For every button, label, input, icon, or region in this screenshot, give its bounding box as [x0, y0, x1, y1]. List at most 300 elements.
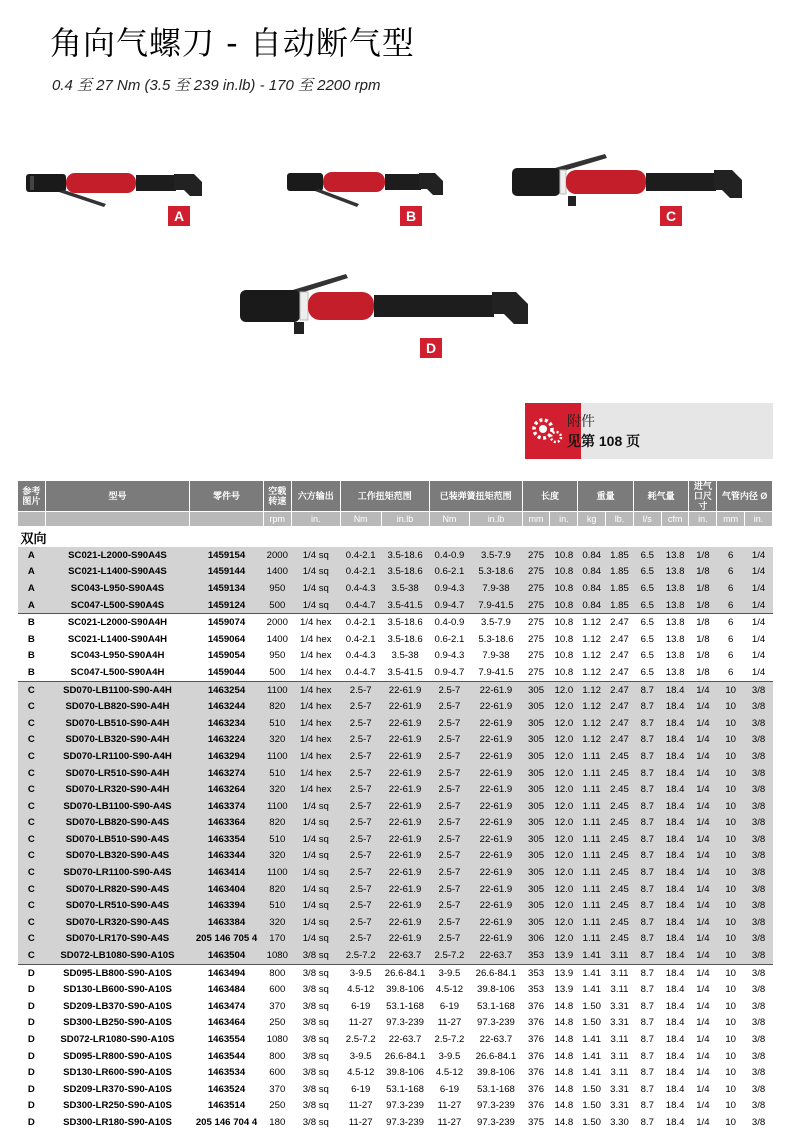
value-cell: 13.8 — [661, 614, 689, 631]
value-cell: 22-61.9 — [381, 931, 429, 948]
value-cell: 22-61.9 — [470, 715, 522, 732]
value-cell: 22-61.9 — [381, 748, 429, 765]
value-cell: 1.11 — [578, 864, 606, 881]
value-cell: 8.7 — [633, 715, 661, 732]
value-cell: 2.47 — [606, 732, 634, 749]
value-cell: 10 — [717, 931, 745, 948]
value-cell: 1/4 — [696, 1017, 710, 1029]
value-cell: 1/4 hex — [291, 681, 340, 698]
value-cell: 2.5-7 — [429, 831, 470, 848]
value-cell: 22-61.9 — [470, 864, 522, 881]
tool-a-badge: A — [168, 206, 190, 226]
part-number-cell: 1463264 — [190, 781, 264, 798]
unit-cell: cfm — [661, 512, 689, 527]
value-cell: 22-61.9 — [381, 831, 429, 848]
table-row — [18, 998, 773, 1015]
value-cell: 22-61.9 — [381, 781, 429, 798]
value-cell: 39.8-106 — [386, 984, 424, 996]
value-cell: 8.7 — [633, 815, 661, 832]
model-cell: SD070-LR510-S90-A4H — [45, 765, 189, 782]
value-cell: 305 — [522, 881, 550, 898]
ref-cell: D — [27, 1116, 35, 1128]
value-cell: 6 — [728, 666, 734, 678]
value-cell: 22-61.9 — [381, 914, 429, 931]
part-number-cell: 1459044 — [207, 666, 246, 678]
value-cell: 500 — [263, 597, 291, 614]
model-cell: SD070-LB1100-S90-A4H — [45, 681, 189, 698]
part-number-cell: 1463534 — [207, 1067, 246, 1079]
value-cell: 1.50 — [582, 1017, 601, 1029]
value-cell: 53.1-168 — [386, 1083, 424, 1095]
value-cell: 275 — [522, 614, 550, 631]
value-cell: 1.12 — [578, 614, 606, 631]
col-inlet: 进气口尺寸 — [689, 481, 717, 512]
value-cell: 97.3-239 — [477, 1017, 515, 1029]
value-cell: 26.6-84.1 — [470, 964, 522, 981]
value-cell: 6.5 — [640, 633, 654, 645]
value-cell: 3/8 — [751, 1100, 766, 1112]
unit-cell: Nm — [340, 512, 381, 527]
value-cell: 376 — [528, 1034, 545, 1046]
value-cell: 1/4 sq — [291, 931, 340, 948]
value-cell: 2000 — [263, 547, 291, 564]
ref-cell: C — [18, 798, 46, 815]
value-cell: 305 — [522, 765, 550, 782]
value-cell: 18.4 — [661, 715, 689, 732]
value-cell: 0.4-0.9 — [429, 547, 470, 564]
value-cell: 8.7 — [633, 732, 661, 749]
table-row — [18, 681, 773, 698]
col-model: 型号 — [45, 481, 189, 512]
value-cell: 10 — [717, 947, 745, 964]
value-cell: 12.0 — [550, 715, 578, 732]
value-cell: 10 — [717, 831, 745, 848]
value-cell: 53.1-168 — [477, 1000, 515, 1012]
value-cell: 1080 — [263, 947, 291, 964]
value-cell: 3.11 — [610, 1050, 629, 1062]
value-cell: 10.8 — [550, 547, 578, 564]
value-cell: 1.41 — [582, 1067, 601, 1079]
value-cell: 320 — [263, 914, 291, 931]
value-cell: 13.8 — [665, 666, 685, 678]
value-cell: 22-61.9 — [470, 914, 522, 931]
value-cell: 3/8 sq — [302, 1000, 329, 1012]
ref-cell: D — [27, 1000, 35, 1012]
value-cell: 2.5-7 — [340, 831, 381, 848]
units-row — [18, 512, 773, 527]
value-cell: 7.9-41.5 — [478, 666, 514, 678]
value-cell: 0.4-2.1 — [340, 564, 381, 581]
ref-cell: B — [27, 650, 35, 662]
unit-cell: rpm — [263, 512, 291, 527]
model-cell: SD300-LB250-S90-A10S — [63, 1017, 172, 1029]
value-cell: 22-61.9 — [470, 748, 522, 765]
col-speed: 空载转速 — [263, 481, 291, 512]
value-cell: 22-61.9 — [381, 715, 429, 732]
value-cell: 13.8 — [661, 580, 689, 597]
value-cell: 1/4 — [689, 897, 717, 914]
table-row — [18, 715, 773, 732]
value-cell: 1.41 — [578, 947, 606, 964]
unit-cell: kg — [578, 512, 606, 527]
value-cell: 1.11 — [578, 798, 606, 815]
value-cell: 22-61.9 — [470, 781, 522, 798]
value-cell: 12.0 — [550, 897, 578, 914]
value-cell: 0.4-2.1 — [340, 614, 381, 631]
value-cell: 2.47 — [610, 633, 629, 645]
ref-cell: C — [18, 815, 46, 832]
value-cell: 1/4 sq — [291, 580, 340, 597]
value-cell: 39.8-106 — [477, 1067, 515, 1079]
value-cell: 1/4 sq — [291, 798, 340, 815]
value-cell: 1/4 hex — [291, 715, 340, 732]
value-cell: 275 — [522, 547, 550, 564]
value-cell: 18.4 — [661, 781, 689, 798]
col-hose: 气管内径 Ø — [717, 481, 773, 512]
value-cell: 10 — [717, 964, 745, 981]
part-number-cell: 1463474 — [207, 1000, 246, 1012]
value-cell: 305 — [522, 681, 550, 698]
table-row — [18, 631, 773, 648]
value-cell: 2.45 — [606, 881, 634, 898]
spec-table-body — [18, 527, 773, 1131]
value-cell: 1100 — [263, 681, 291, 698]
value-cell: 375 — [528, 1116, 545, 1128]
value-cell: 1/4 sq — [291, 815, 340, 832]
value-cell: 2.5-7 — [429, 897, 470, 914]
value-cell: 6 — [728, 650, 734, 662]
value-cell: 3-9.5 — [340, 964, 381, 981]
value-cell: 2.5-7 — [429, 765, 470, 782]
value-cell: 600 — [269, 984, 286, 996]
value-cell: 53.1-168 — [386, 1000, 424, 1012]
value-cell: 1/4 — [689, 715, 717, 732]
ref-cell: C — [18, 732, 46, 749]
value-cell: 10 — [725, 984, 737, 996]
value-cell: 1080 — [266, 1034, 288, 1046]
value-cell: 2.45 — [606, 815, 634, 832]
value-cell: 1.11 — [578, 881, 606, 898]
value-cell: 22-61.9 — [381, 881, 429, 898]
value-cell: 10 — [717, 897, 745, 914]
table-row — [18, 831, 773, 848]
table-row — [18, 648, 773, 665]
value-cell: 2.47 — [610, 650, 629, 662]
value-cell: 510 — [263, 831, 291, 848]
unit-cell — [45, 512, 189, 527]
value-cell: 1.11 — [578, 765, 606, 782]
value-cell: 1/4 — [689, 748, 717, 765]
value-cell: 1/8 — [689, 564, 717, 581]
value-cell: 11-27 — [348, 1116, 373, 1128]
value-cell: 1/4 — [689, 914, 717, 931]
value-cell: 11-27 — [437, 1100, 462, 1112]
model-cell: SC021-L2000-S90A4H — [45, 614, 189, 631]
value-cell: 26.6-84.1 — [384, 1050, 426, 1062]
spec-table — [17, 480, 773, 1131]
model-cell: SD070-LB510-S90-A4H — [45, 715, 189, 732]
value-cell: 3.5-41.5 — [381, 597, 429, 614]
value-cell: 12.0 — [550, 798, 578, 815]
value-cell: 510 — [263, 765, 291, 782]
value-cell: 1.11 — [578, 848, 606, 865]
table-row — [18, 781, 773, 798]
value-cell: 2.5-7 — [429, 914, 470, 931]
part-number-cell: 1463514 — [207, 1100, 246, 1112]
value-cell: 14.8 — [554, 1000, 574, 1012]
part-number-cell: 1463394 — [190, 897, 264, 914]
value-cell: 1/8 — [696, 650, 710, 662]
value-cell: 22-61.9 — [470, 848, 522, 865]
model-cell: SD130-LR600-S90-A10S — [63, 1067, 172, 1079]
value-cell: 13.8 — [661, 547, 689, 564]
value-cell: 3.5-38 — [391, 650, 419, 662]
table-row — [18, 664, 773, 681]
value-cell: 1/4 — [689, 681, 717, 698]
value-cell: 6 — [717, 564, 745, 581]
table-row — [18, 580, 773, 597]
part-number-cell: 1459054 — [207, 650, 246, 662]
value-cell: 2.5-7 — [429, 881, 470, 898]
value-cell: 1100 — [263, 798, 291, 815]
col-air: 耗气量 — [633, 481, 689, 512]
part-number-cell: 1463354 — [190, 831, 264, 848]
value-cell: 3.31 — [610, 1017, 629, 1029]
value-cell: 10 — [717, 914, 745, 931]
value-cell: 39.8-106 — [386, 1067, 424, 1079]
value-cell: 1.41 — [582, 984, 601, 996]
value-cell: 2.5-7 — [429, 848, 470, 865]
part-number-cell: 1463274 — [190, 765, 264, 782]
value-cell: 305 — [522, 748, 550, 765]
value-cell: 3/8 — [751, 1034, 766, 1046]
value-cell: 2.5-7 — [340, 897, 381, 914]
value-cell: 4.5-12 — [435, 1067, 464, 1079]
value-cell: 3.5-7.9 — [470, 614, 522, 631]
value-cell: 8.7 — [633, 881, 661, 898]
value-cell: 1/4 — [751, 666, 766, 678]
value-cell: 7.9-38 — [470, 580, 522, 597]
tool-b-badge: B — [400, 206, 422, 226]
value-cell: 0.4-4.7 — [340, 597, 381, 614]
value-cell: 1/8 — [689, 580, 717, 597]
value-cell: 2.5-7.2 — [429, 947, 470, 964]
table-row — [18, 1114, 773, 1131]
table-row — [18, 815, 773, 832]
value-cell: 305 — [522, 914, 550, 931]
value-cell: 2.5-7 — [340, 931, 381, 948]
value-cell: 1/8 — [696, 666, 710, 678]
value-cell: 18.4 — [665, 1000, 685, 1012]
value-cell: 6.5 — [633, 547, 661, 564]
value-cell: 353 — [522, 947, 550, 964]
model-cell: SD072-LB1080-S90-A10S — [45, 947, 189, 964]
value-cell: 6-19 — [351, 1083, 371, 1095]
value-cell: 8.7 — [633, 798, 661, 815]
value-cell: 22-61.9 — [381, 897, 429, 914]
model-cell: SC043-L950-S90A4H — [70, 650, 165, 662]
unit-cell: l/s — [633, 512, 661, 527]
value-cell: 275 — [528, 666, 545, 678]
value-cell: 3/8 sq — [291, 947, 340, 964]
model-cell: SD209-LR370-S90-A10S — [63, 1083, 172, 1095]
value-cell: 1/4 sq — [291, 597, 340, 614]
value-cell: 18.4 — [661, 897, 689, 914]
value-cell: 3/8 — [751, 1083, 766, 1095]
value-cell: 3/8 — [745, 881, 773, 898]
value-cell: 820 — [263, 815, 291, 832]
value-cell: 2.5-7 — [340, 748, 381, 765]
value-cell: 3.31 — [610, 1100, 629, 1112]
value-cell: 1/4 hex — [291, 732, 340, 749]
value-cell: 10 — [725, 1067, 737, 1079]
value-cell: 18.4 — [661, 964, 689, 981]
tool-d-badge: D — [420, 338, 442, 358]
value-cell: 12.0 — [550, 698, 578, 715]
value-cell: 0.6-2.1 — [429, 564, 470, 581]
value-cell: 10 — [717, 864, 745, 881]
col-part: 零件号 — [190, 481, 264, 512]
ref-cell: D — [18, 964, 46, 981]
value-cell: 8.7 — [633, 765, 661, 782]
model-cell: SC021-L1400-S90A4S — [45, 564, 189, 581]
value-cell: 1/4 hex — [300, 666, 332, 678]
value-cell: 18.4 — [661, 698, 689, 715]
value-cell: 1.12 — [578, 698, 606, 715]
value-cell: 353 — [528, 984, 545, 996]
ref-cell: C — [18, 698, 46, 715]
value-cell: 8.7 — [633, 864, 661, 881]
value-cell: 2.5-7.2 — [434, 1034, 465, 1046]
value-cell: 18.4 — [661, 914, 689, 931]
value-cell: 3.5-18.6 — [381, 614, 429, 631]
value-cell: 305 — [522, 864, 550, 881]
value-cell: 1/4 hex — [291, 614, 340, 631]
page-subtitle: 0.4 至 27 Nm (3.5 至 239 in.lb) - 170 至 2200 rpm — [52, 77, 381, 94]
value-cell: 950 — [263, 580, 291, 597]
value-cell: 22-61.9 — [381, 848, 429, 865]
value-cell: 1/4 — [751, 633, 766, 645]
value-cell: 22-61.9 — [381, 732, 429, 749]
value-cell: 8.7 — [633, 848, 661, 865]
unit-cell: in.lb — [470, 512, 522, 527]
value-cell: 376 — [528, 1100, 545, 1112]
value-cell: 1.11 — [578, 748, 606, 765]
value-cell: 3/8 sq — [302, 1100, 329, 1112]
value-cell: 3/8 — [745, 831, 773, 848]
ref-cell: D — [27, 1034, 35, 1046]
value-cell: 950 — [269, 650, 286, 662]
value-cell: 3/8 — [745, 897, 773, 914]
value-cell: 10.8 — [550, 580, 578, 597]
ref-cell: D — [27, 1050, 35, 1062]
value-cell: 0.9-4.3 — [434, 650, 465, 662]
value-cell: 600 — [269, 1067, 286, 1079]
accessories-label: 附件 — [567, 413, 595, 429]
value-cell: 2.5-7 — [340, 765, 381, 782]
value-cell: 305 — [522, 815, 550, 832]
value-cell: 3/8 — [751, 1000, 766, 1012]
part-number-cell: 1463494 — [190, 964, 264, 981]
value-cell: 97.3-239 — [477, 1116, 515, 1128]
value-cell: 8.7 — [633, 931, 661, 948]
col-torque: 工作扭矩范围 — [340, 481, 429, 512]
value-cell: 500 — [269, 666, 286, 678]
value-cell: 376 — [528, 1000, 545, 1012]
part-number-cell: 1463374 — [190, 798, 264, 815]
value-cell: 3/8 — [751, 1116, 766, 1128]
value-cell: 97.3-239 — [477, 1100, 515, 1112]
value-cell: 26.6-84.1 — [475, 1050, 517, 1062]
value-cell: 3/8 — [745, 964, 773, 981]
model-cell: SD300-LR180-S90-A10S — [63, 1116, 172, 1128]
value-cell: 97.3-239 — [386, 1116, 424, 1128]
value-cell: 10 — [725, 1017, 737, 1029]
value-cell: 2.5-7 — [429, 864, 470, 881]
value-cell: 1/4 sq — [291, 831, 340, 848]
value-cell: 18.4 — [661, 798, 689, 815]
value-cell: 22-63.7 — [470, 947, 522, 964]
part-number-cell: 1463244 — [190, 698, 264, 715]
value-cell: 11-27 — [437, 1116, 462, 1128]
model-cell: SD209-LB370-S90-A10S — [63, 1000, 172, 1012]
value-cell: 22-61.9 — [470, 931, 522, 948]
value-cell: 14.8 — [554, 1067, 574, 1079]
model-cell: SD072-LR1080-S90-A10S — [60, 1034, 175, 1046]
part-number-cell: 1463554 — [207, 1034, 246, 1046]
value-cell: 2.45 — [606, 798, 634, 815]
value-cell: 800 — [263, 964, 291, 981]
part-number-cell: 205 146 705 4 — [190, 931, 264, 948]
value-cell: 275 — [522, 580, 550, 597]
value-cell: 3/8 sq — [302, 1083, 329, 1095]
value-cell: 320 — [263, 848, 291, 865]
value-cell: 18.4 — [661, 732, 689, 749]
value-cell: 1/4 sq — [291, 848, 340, 865]
model-cell: SD070-LB510-S90-A4S — [45, 831, 189, 848]
value-cell: 4.5-12 — [347, 1067, 375, 1079]
value-cell: 12.0 — [550, 681, 578, 698]
value-cell: 26.6-84.1 — [381, 964, 429, 981]
section-row — [18, 527, 773, 548]
value-cell: 2.5-7 — [429, 732, 470, 749]
value-cell: 3.31 — [610, 1083, 629, 1095]
value-cell: 1.11 — [578, 831, 606, 848]
value-cell: 0.4-4.7 — [345, 666, 376, 678]
value-cell: 1.11 — [578, 897, 606, 914]
value-cell: 22-61.9 — [381, 765, 429, 782]
accessories-page-ref[interactable]: 见第 108 页 — [567, 433, 641, 449]
value-cell: 3.11 — [606, 964, 634, 981]
value-cell: 12.0 — [550, 881, 578, 898]
model-cell: SD070-LB820-S90-A4H — [45, 698, 189, 715]
model-cell: SC021-L2000-S90A4S — [45, 547, 189, 564]
value-cell: 5.3-18.6 — [478, 633, 514, 645]
value-cell: 22-61.9 — [470, 815, 522, 832]
value-cell: 2.5-7 — [340, 798, 381, 815]
value-cell: 0.84 — [578, 547, 606, 564]
value-cell: 1.12 — [582, 633, 601, 645]
value-cell: 3.11 — [606, 947, 634, 964]
value-cell: 12.0 — [550, 781, 578, 798]
ref-cell: B — [18, 614, 46, 631]
value-cell: 14.8 — [554, 1083, 574, 1095]
value-cell: 2.47 — [606, 715, 634, 732]
value-cell: 3.11 — [610, 984, 629, 996]
value-cell: 2.5-7 — [340, 881, 381, 898]
unit-cell: in. — [291, 512, 340, 527]
ref-cell: A — [18, 564, 46, 581]
